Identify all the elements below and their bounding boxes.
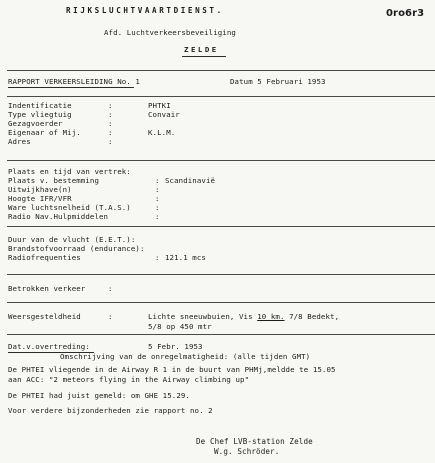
divider xyxy=(7,226,435,227)
weather-conditions: Lichte sneeuwbuien, Vis xyxy=(148,312,253,321)
field-label: Adres xyxy=(8,137,31,146)
report-title: RAPPORT VERKEERSLEIDING No. 1 xyxy=(8,77,140,86)
field-label: Brandstofvoorraad (endurance) xyxy=(8,244,140,253)
description-line: De PHTEI had juist gemeld: om GHE 15.29. xyxy=(8,391,190,400)
field-separator: : xyxy=(108,137,113,146)
field-label: Radio Nav.Hulpmiddelen xyxy=(8,212,109,221)
divider xyxy=(7,160,435,161)
field-separator: : xyxy=(155,212,160,221)
field-separator: : xyxy=(131,235,136,244)
weather-separator: : xyxy=(108,312,113,321)
location-underline xyxy=(182,56,226,57)
divider xyxy=(7,70,435,71)
agency-title: RIJKSLUCHTVAARTDIENST. xyxy=(66,6,224,15)
department-name: Afd. Luchtverkeersbeveiliging xyxy=(104,28,236,37)
field-separator: : xyxy=(155,185,160,194)
field-value: 121.1 mcs xyxy=(165,253,206,262)
field-label: Indentificatie xyxy=(8,101,72,110)
field-label: Gezagvoerder xyxy=(8,119,63,128)
traffic-separator: : xyxy=(108,284,113,293)
weather-line-2: 5/8 op 450 mtr xyxy=(148,322,212,331)
field-label: Radiofrequenties xyxy=(8,253,81,262)
field-separator: : xyxy=(108,110,113,119)
report-date: Datum 5 Februari 1953 xyxy=(230,77,326,86)
field-value: Convair xyxy=(148,110,180,119)
field-separator: : xyxy=(155,253,160,262)
field-separator: : xyxy=(108,128,113,137)
description-line: De PHTEI vliegende in de Airway R 1 in de buurt van PHMj,meldde te 15.05 xyxy=(8,365,336,374)
field-label: Plaats en tijd van vertrek: xyxy=(8,167,131,176)
field-separator: : xyxy=(140,244,145,253)
document-reference: 0ro6r3 xyxy=(386,8,425,19)
field-label: Ware luchtsnelheid (T.A.S.) xyxy=(8,203,131,212)
description-title: Omschrijving van de onregelmatigheid: (alle tijden GMT) xyxy=(60,352,311,361)
weather-visibility: 10 km. xyxy=(257,312,285,321)
description-line: Voor verdere bijzonderheden zie rapport no. 2 xyxy=(8,406,213,415)
field-label: Eigenaar of Mij. xyxy=(8,128,81,137)
field-value: K.L.M. xyxy=(148,128,176,137)
incident-date-label: Dat.v.overtreding: xyxy=(8,342,90,351)
traffic-label: Betrokken verkeer xyxy=(8,284,86,293)
weather-cover: 7/8 Bedekt, xyxy=(289,312,340,321)
divider xyxy=(7,96,435,97)
field-label: Plaats v. bestemming xyxy=(8,176,99,185)
location-name: ZELDE xyxy=(184,45,219,54)
field-label: Type vliegtuig xyxy=(8,110,72,119)
weather-line-1 xyxy=(148,313,339,320)
field-label: Hoogte IFR/VFR xyxy=(8,194,72,203)
signature-name: W.g. Schröder. xyxy=(214,447,280,456)
field-label: Duur van de vlucht (E.E.T.) xyxy=(8,235,131,244)
description-line: aan ACC: "2 meteors flying in the Airway climbing up" xyxy=(8,375,250,384)
divider xyxy=(7,274,435,275)
field-label: Uitwijkhave(n) xyxy=(8,185,72,194)
field-separator: : xyxy=(155,176,160,185)
field-separator: : xyxy=(108,101,113,110)
field-value: Scandinavië xyxy=(165,176,216,185)
divider xyxy=(7,302,435,303)
field-separator: : xyxy=(108,119,113,128)
incident-date: 5 Febr. 1953 xyxy=(148,342,203,351)
divider xyxy=(7,334,435,335)
field-value: PHTKI xyxy=(148,101,171,110)
weather-label: Weersgesteldheid xyxy=(8,312,81,321)
signature-title: De Chef LVB-station Zelde xyxy=(196,437,313,446)
field-separator: : xyxy=(155,194,160,203)
report-title-underline xyxy=(8,87,134,88)
field-separator: : xyxy=(155,203,160,212)
